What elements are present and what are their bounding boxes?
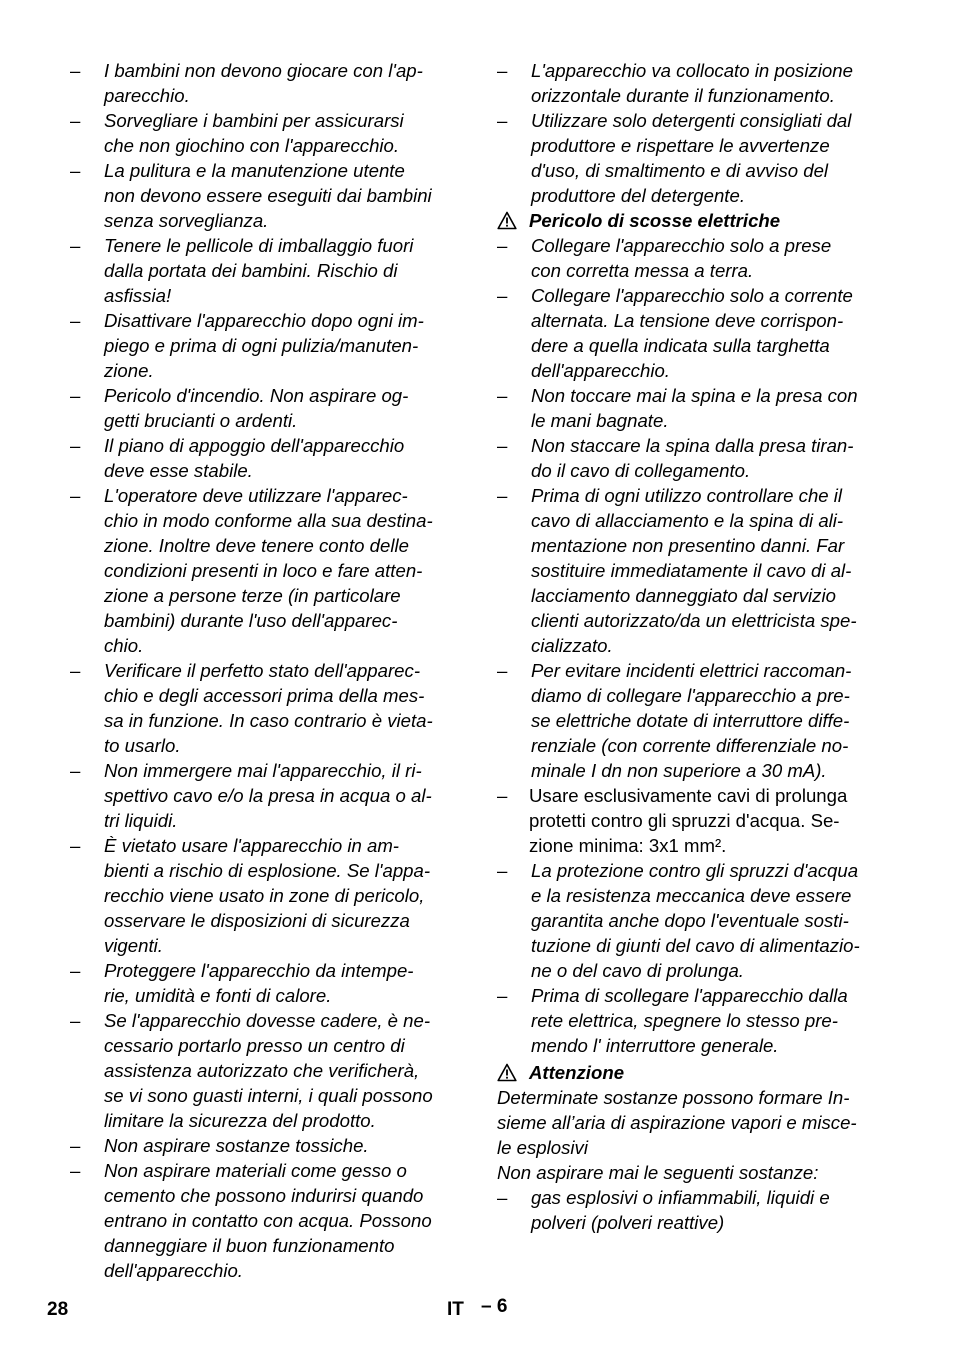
list-item <box>70 658 470 758</box>
list-dash: – <box>497 985 508 1006</box>
list-item-line: bambini) durante l'uso dell'apparec- <box>104 610 398 631</box>
list-item <box>497 58 897 108</box>
list-item-line: chio. <box>104 635 144 656</box>
right-column <box>497 58 897 1235</box>
list-item-line: Pericolo d'incendio. Non aspirare og- <box>104 385 409 406</box>
list-item-line: cessario portarlo presso un centro di <box>104 1035 405 1056</box>
list-item-line: tuzione di giunti del cavo di alimentazio- <box>531 935 860 956</box>
list-dash: – <box>70 960 81 981</box>
list-dash: – <box>497 660 508 681</box>
list-item-line: Utilizzare solo detergenti consigliati dal <box>531 110 852 131</box>
list-item-line: se elettriche dotate di interruttore diffe- <box>531 710 850 731</box>
list-item-line: Prima di ogni utilizzo controllare che il <box>531 485 843 506</box>
list-item <box>70 833 470 958</box>
list-item-line: Il piano di appoggio dell'apparecchio <box>104 435 405 456</box>
list-item-line: chio in modo conforme alla sua destina- <box>104 510 433 531</box>
list-item-line: Non aspirare sostanze tossiche. <box>104 1135 369 1156</box>
list-dash: – <box>497 60 508 81</box>
list-item-line: rete elettrica, spegnere lo stesso pre- <box>531 1010 838 1031</box>
list-item <box>70 158 470 233</box>
list-item-line: cemento che possono indurirsi quando <box>104 1185 424 1206</box>
list-item <box>497 283 897 383</box>
list-item-line: La protezione contro gli spruzzi d'acqua <box>531 860 859 881</box>
list-item-line: dere a quella indicata sulla targhetta <box>531 335 830 356</box>
list-item <box>497 383 897 433</box>
list-item-line: mendo l' interruttore generale. <box>531 1035 779 1056</box>
list-item <box>70 1158 470 1283</box>
attention-warning-heading <box>497 1060 897 1085</box>
list-item <box>497 108 897 208</box>
forbidden-substances-intro: Non aspirare mai le seguenti sostanze: <box>497 1162 819 1183</box>
list-item-line: non devono essere eseguiti dai bambini <box>104 185 432 206</box>
list-item-line: dell'apparecchio. <box>531 360 670 381</box>
warning-triangle-icon <box>497 211 517 230</box>
list-item-line: bienti a rischio di esplosione. Se l'appa- <box>104 860 431 881</box>
list-item-line: Prima di scollegare l'apparecchio dalla <box>531 985 848 1006</box>
list-item-line: asfissia! <box>104 285 172 306</box>
list-item-line: Per evitare incidenti elettrici raccoman- <box>531 660 852 681</box>
list-dash: – <box>70 760 81 781</box>
list-item-line: d'uso, di smaltimento e di avviso del <box>531 160 829 181</box>
list-item-line: getti brucianti o ardenti. <box>104 410 298 431</box>
list-item <box>497 233 897 283</box>
list-item-line: Non toccare mai la spina e la presa con <box>531 385 858 406</box>
list-dash: – <box>70 60 81 81</box>
left-column <box>70 58 470 1283</box>
list-item-line: vigenti. <box>104 935 163 956</box>
list-item-line: alternata. La tensione deve corrispon- <box>531 310 844 331</box>
list-item <box>70 58 470 108</box>
list-item <box>497 433 897 483</box>
list-item <box>497 1185 897 1235</box>
list-item-line: clienti autorizzato/da un elettricista spe- <box>531 610 857 631</box>
list-item-line: La pulitura e la manutenzione utente <box>104 160 405 181</box>
page-number: 28 <box>47 1299 69 1320</box>
electric-shock-warning-heading <box>497 208 897 233</box>
list-item <box>70 958 470 1008</box>
electric-shock-warning-text: Pericolo di scosse elettriche <box>529 210 781 231</box>
list-dash: – <box>497 785 508 806</box>
list-dash: – <box>497 385 508 406</box>
list-item-line: zione minima: 3x1 mm². <box>529 835 727 856</box>
list-item-line: diamo di collegare l'apparecchio a pre- <box>531 685 850 706</box>
list-item-line: rie, umidità e fonti di calore. <box>104 985 332 1006</box>
list-item-line: L'operatore deve utilizzare l'apparec- <box>104 485 408 506</box>
list-item-line: senza sorveglianza. <box>104 210 269 231</box>
list-item-line: cavo di allacciamento e la spina di ali- <box>531 510 844 531</box>
list-item <box>497 483 897 658</box>
list-item-line: chio e degli accessori prima della mes- <box>104 685 425 706</box>
list-item-line: Collegare l'apparecchio solo a corrente <box>531 285 853 306</box>
list-item-line: I bambini non devono giocare con l'ap- <box>104 60 423 81</box>
usage-list <box>497 58 897 208</box>
list-item-line: e la resistenza meccanica deve essere <box>531 885 852 906</box>
list-item-line: con corretta messa a terra. <box>531 260 754 281</box>
list-dash: – <box>497 110 508 131</box>
list-item-line: ne o del cavo di prolunga. <box>531 960 744 981</box>
list-item-line: Collegare l'apparecchio solo a prese <box>531 235 832 256</box>
list-dash: – <box>497 485 508 506</box>
list-item-line: to usarlo. <box>104 735 181 756</box>
list-item-line: cializzato. <box>531 635 613 656</box>
list-item-line: lacciamento danneggiato dal servizio <box>531 585 836 606</box>
list-item <box>497 983 897 1058</box>
list-item <box>70 433 470 483</box>
list-item-line: zione a persone terze (in particolare <box>104 585 401 606</box>
list-dash: – <box>497 860 508 881</box>
list-item-line: polveri (polveri reattive) <box>531 1212 725 1233</box>
list-item-line: zione. Inoltre deve tenere conto delle <box>104 535 409 556</box>
list-item-line: minale I dn non superiore a 30 mA). <box>531 760 827 781</box>
list-item-line: L'apparecchio va collocato in posizione <box>531 60 853 81</box>
list-item-line: mentazione non presentino danni. Far <box>531 535 845 556</box>
list-item-line: dalla portata dei bambini. Rischio di <box>104 260 398 281</box>
list-dash: – <box>70 660 81 681</box>
list-item-line: produttore del detergente. <box>531 185 745 206</box>
paragraph-line: Determinate sostanze possono formare In- <box>497 1087 850 1108</box>
list-item-line: Non staccare la spina dalla presa tiran- <box>531 435 854 456</box>
list-item-line: sostituire immediatamente il cavo di al- <box>531 560 852 581</box>
paragraph-line: le esplosivi <box>497 1137 588 1158</box>
list-dash: – <box>497 1187 508 1208</box>
attention-paragraph <box>497 1085 897 1160</box>
paragraph-line: sieme all’aria di aspirazione vapori e misce- <box>497 1112 857 1133</box>
list-item-line: gas esplosivi o infiammabili, liquidi e <box>531 1187 830 1208</box>
list-item-line: se vi sono guasti interni, i quali possono <box>104 1085 433 1106</box>
list-dash: – <box>497 235 508 256</box>
list-item-line: Disattivare l'apparecchio dopo ogni im- <box>104 310 424 331</box>
list-item-line: renziale (con corrente differenziale no- <box>531 735 849 756</box>
list-item-line: tri liquidi. <box>104 810 178 831</box>
list-item <box>497 783 897 858</box>
list-dash: – <box>70 160 81 181</box>
warning-triangle-icon <box>497 1063 517 1082</box>
list-item-line: sa in funzione. In caso contrario è vieta- <box>104 710 433 731</box>
list-item-line: dell'apparecchio. <box>104 1260 243 1281</box>
list-item <box>497 858 897 983</box>
list-item-line: deve esse stabile. <box>104 460 253 481</box>
list-item-line: danneggiare il buon funzionamento <box>104 1235 395 1256</box>
list-dash: – <box>497 285 508 306</box>
list-item-line: zione. <box>104 360 154 381</box>
list-item-line: Se l'apparecchio dovesse cadere, è ne- <box>104 1010 431 1031</box>
list-item-line: che non giochino con l'apparecchio. <box>104 135 400 156</box>
cable-safety-list <box>497 858 897 1058</box>
list-item <box>70 483 470 658</box>
list-item-line: recchio viene usato in zone di pericolo, <box>104 885 425 906</box>
list-dash: – <box>70 235 81 256</box>
list-item-line: produttore e rispettare le avvertenze <box>531 135 830 156</box>
list-item-line: Tenere le pellicole di imballaggio fuori <box>104 235 414 256</box>
list-item-line: piego e prima di ogni pulizia/manuten- <box>104 335 419 356</box>
electric-safety-list <box>497 233 897 783</box>
attention-warning-text: Attenzione <box>529 1062 625 1083</box>
list-item-line: limitare la sicurezza del prodotto. <box>104 1110 376 1131</box>
language-code: IT <box>447 1299 464 1320</box>
list-item <box>70 1133 470 1158</box>
list-item-line: spettivo cavo e/o la presa in acqua o al- <box>104 785 432 806</box>
list-dash: – <box>70 310 81 331</box>
list-item <box>70 758 470 833</box>
list-dash: – <box>70 385 81 406</box>
list-item-line: parecchio. <box>104 85 190 106</box>
list-item-line: osservare le disposizioni di sicurezza <box>104 910 410 931</box>
list-item-line: orizzontale durante il funzionamento. <box>531 85 835 106</box>
forbidden-substances-list <box>497 1185 897 1235</box>
list-item <box>70 308 470 383</box>
list-item-line: Proteggere l'apparecchio da intempe- <box>104 960 414 981</box>
list-item-line: Sorvegliare i bambini per assicurarsi <box>104 110 404 131</box>
list-item-line: Verificare il perfetto stato dell'apparec- <box>104 660 421 681</box>
list-item-line: protetti contro gli spruzzi d'acqua. Se- <box>529 810 840 831</box>
list-dash: – <box>70 110 81 131</box>
list-dash: – <box>70 435 81 456</box>
list-item-line: Non aspirare materiali come gesso o <box>104 1160 407 1181</box>
list-item <box>497 658 897 783</box>
list-dash: – <box>70 1135 81 1156</box>
list-dash: – <box>497 435 508 456</box>
list-item-line: Usare esclusivamente cavi di prolunga <box>529 785 848 806</box>
list-item-line: È vietato usare l'apparecchio in am- <box>104 835 400 856</box>
list-item <box>70 1008 470 1133</box>
list-item-line: do il cavo di collegamento. <box>531 460 751 481</box>
list-item-line: garantita anche dopo l'eventuale sosti- <box>531 910 849 931</box>
list-dash: – <box>70 1160 81 1181</box>
list-item-line: Non immergere mai l'apparecchio, il ri- <box>104 760 422 781</box>
list-item-line: assistenza autorizzato che verificherà, <box>104 1060 420 1081</box>
list-dash: – <box>70 1010 81 1031</box>
list-item-line: entrano in contatto con acqua. Possono <box>104 1210 432 1231</box>
list-item <box>70 108 470 158</box>
section-page-number: – 6 <box>481 1296 508 1317</box>
list-dash: – <box>70 485 81 506</box>
list-item <box>70 383 470 433</box>
list-item-line: le mani bagnate. <box>531 410 669 431</box>
list-dash: – <box>70 835 81 856</box>
list-item-line: condizioni presenti in loco e fare atten- <box>104 560 423 581</box>
list-item <box>70 233 470 308</box>
